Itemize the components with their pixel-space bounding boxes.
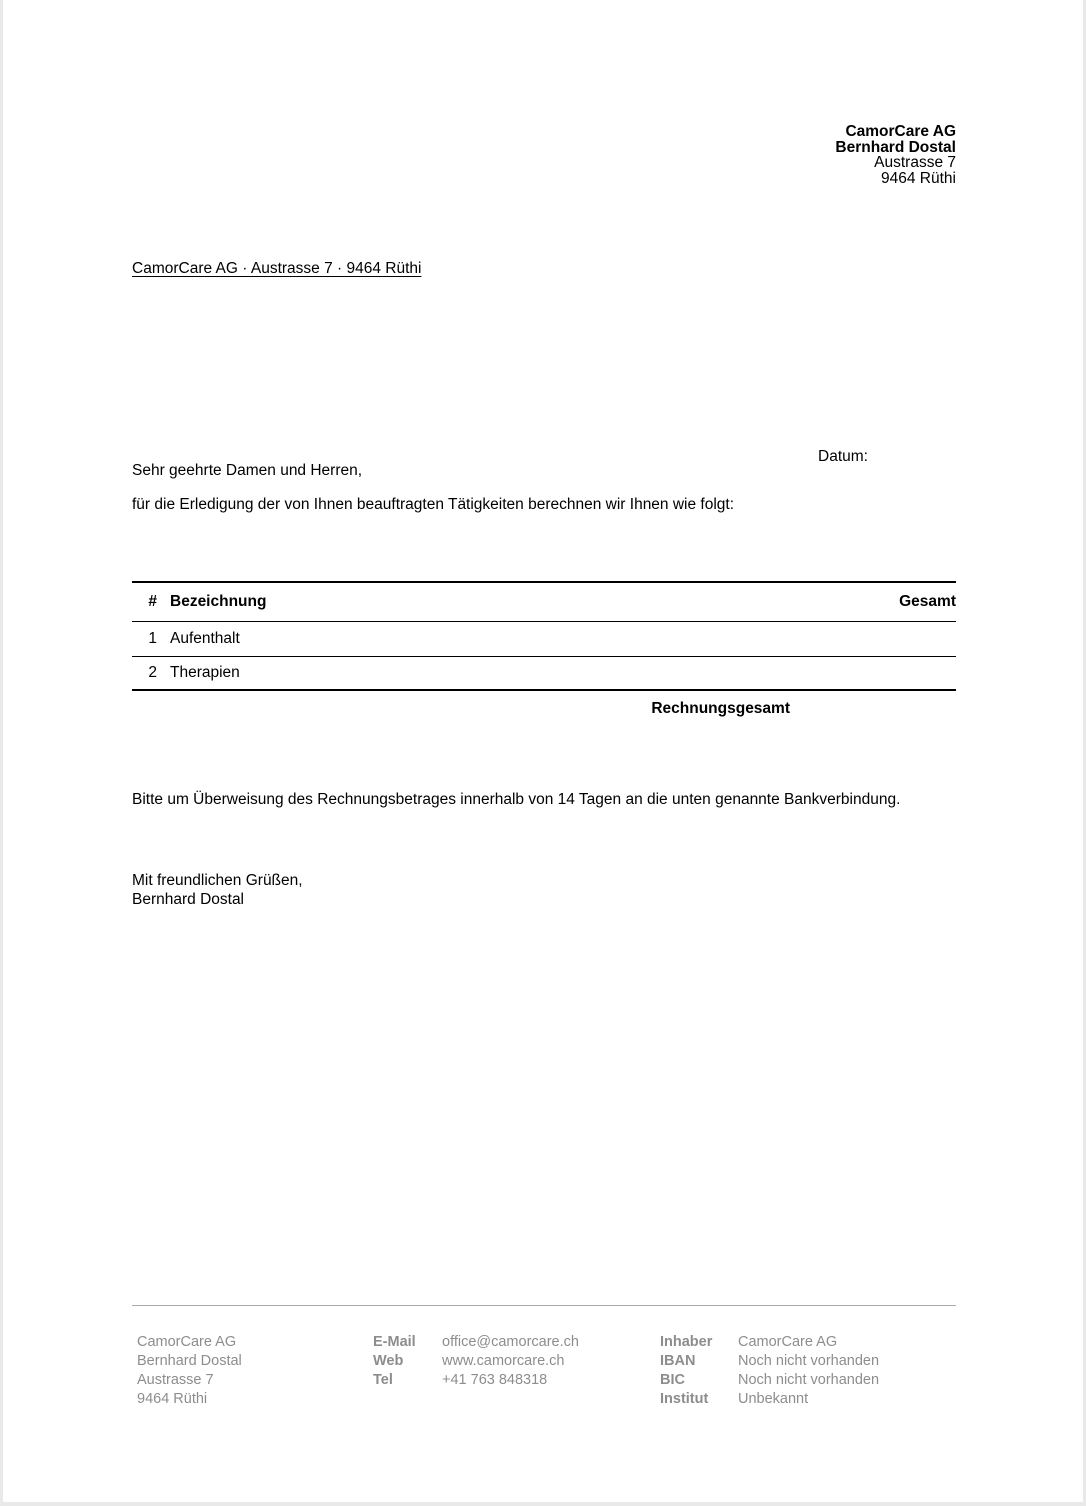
closing-block: [132, 871, 303, 909]
salutation: Sehr geehrte Damen und Herren,: [132, 462, 363, 479]
tel-value: +41 763 848318: [442, 1372, 548, 1388]
return-address-line: CamorCare AG · Austrasse 7 · 9464 Rüthi: [132, 260, 422, 277]
footer-bank-column: [660, 1333, 879, 1409]
footer-divider: [132, 1305, 956, 1306]
footer-bank-row: [660, 1352, 879, 1371]
sender-company: CamorCare AG: [845, 123, 956, 140]
table-row: [132, 657, 956, 691]
institute-label: Institut: [660, 1391, 709, 1407]
row-number: 1: [148, 630, 157, 647]
iban-value: Noch nicht vorhanden: [738, 1353, 880, 1369]
institute-value: Unbekannt: [738, 1391, 809, 1407]
sender-street: Austrasse 7: [874, 154, 956, 171]
page-edge-bottom: [0, 1502, 1086, 1506]
footer-bank-row: [660, 1371, 879, 1390]
email-value: office@camorcare.ch: [442, 1334, 579, 1350]
footer-address-line: Bernhard Dostal: [137, 1353, 242, 1369]
footer-contact-column: [373, 1333, 579, 1390]
row-description: Therapien: [170, 664, 240, 681]
signature-name: Bernhard Dostal: [132, 891, 245, 908]
footer-contact-row: [373, 1371, 579, 1390]
header-total: Gesamt: [899, 593, 956, 610]
footer-contact-row: [373, 1333, 579, 1352]
header-description: Bezeichnung: [170, 593, 267, 610]
sender-name: Bernhard Dostal: [835, 138, 956, 156]
iban-label: IBAN: [660, 1353, 696, 1369]
footer-bank-row: [660, 1333, 879, 1352]
web-label: Web: [373, 1353, 404, 1369]
footer-bank-row: [660, 1390, 879, 1409]
intro-line: für die Erledigung der von Ihnen beauftragten Tätigkeiten berechnen wir Ihnen wie folgt:: [132, 496, 735, 513]
owner-value: CamorCare AG: [738, 1334, 838, 1350]
footer-address-line: Austrasse 7: [137, 1372, 214, 1388]
owner-label: Inhaber: [660, 1334, 713, 1350]
bic-value: Noch nicht vorhanden: [738, 1372, 880, 1388]
web-value: www.camorcare.ch: [442, 1353, 565, 1369]
header-number: #: [148, 593, 157, 610]
email-label: E-Mail: [373, 1334, 416, 1350]
table-row: [132, 622, 956, 657]
footer-contact-row: [373, 1352, 579, 1371]
payment-note: Bitte um Überweisung des Rechnungsbetrages innerhalb von 14 Tagen an die unten genannte Bankverbindung.: [132, 791, 901, 808]
footer-address-column: [137, 1333, 242, 1409]
row-description: Aufenthalt: [170, 630, 240, 647]
bic-label: BIC: [660, 1372, 685, 1388]
invoice-total-label: Rechnungsgesamt: [651, 700, 790, 717]
date-label: Datum:: [818, 448, 868, 465]
page-edge-left: [0, 0, 3, 1506]
row-number: 2: [148, 664, 157, 681]
sender-city: 9464 Rüthi: [881, 169, 956, 187]
items-table: [132, 581, 956, 691]
closing-line: Mit freundlichen Grüßen,: [132, 872, 303, 889]
sender-address-block: [835, 124, 956, 186]
tel-label: Tel: [373, 1372, 393, 1388]
footer-address-line: CamorCare AG: [137, 1334, 237, 1350]
footer-address-line: 9464 Rüthi: [137, 1391, 208, 1407]
items-table-header-row: [132, 583, 956, 622]
